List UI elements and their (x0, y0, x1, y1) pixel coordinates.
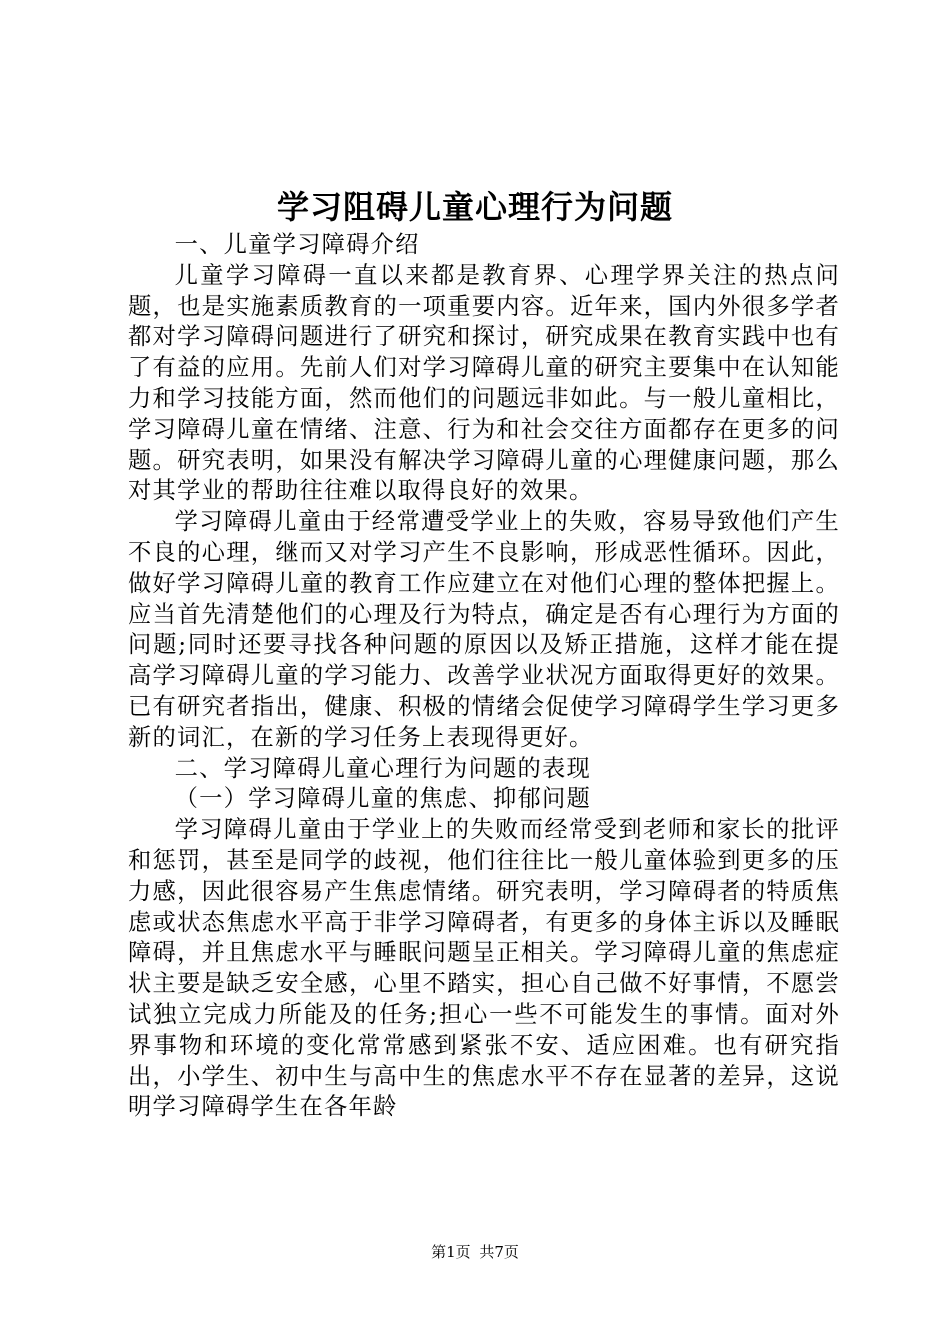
document-title: 学习阻碍儿童心理行为问题 (276, 188, 673, 226)
paragraph-2: 学习障碍儿童由于经常遭受学业上的失败，容易导致他们产生不良的心理，继而又对学习产生不良影响，形成恶性循环。因此，做好学习障碍儿童的教育工作应建立在对他们心理的整体把握上。应当首先清楚他们的心理及行为特点，确定是否有心理行为方面的问题;同时还要寻找各种问题的原因以及矫正措施，这样才能在提高学习障碍儿童的学习能力、改善学业状况方面取得更好的效果。已有研究者指出，健康、积极的情绪会促使学习障碍学生学习更多新的词汇，在新的学习任务上表现得更好。 (128, 508, 840, 751)
section-heading-2: 二、学习障碍儿童心理行为问题的表现 (174, 754, 592, 782)
paragraph-3: 学习障碍儿童由于学业上的失败而经常受到老师和家长的批评和惩罚，甚至是同学的歧视，他们往往比一般儿童体验到更多的压力感，因此很容易产生焦虑情绪。研究表明，学习障碍者的特质焦虑或状态焦虑水平高于非学习障碍者，有更多的身体主诉以及睡眠障碍，并且焦虑水平与睡眠问题呈正相关。学习障碍儿童的焦虑症状主要是缺乏安全感，心里不踏实，担心自己做不好事情，不愿尝试独立完成力所能及的任务;担心一些不可能发生的事情。面对外界事物和环境的变化常常感到紧张不安、适应困难。也有研究指出，小学生、初中生与高中生的焦虑水平不存在显著的差异，这说明学习障碍学生在各年龄 (128, 816, 840, 1121)
document-body (128, 230, 840, 1123)
section-heading-1: 一、儿童学习障碍介绍 (174, 231, 420, 258)
page-number: 第1页 (431, 1243, 471, 1261)
paragraph-1: 儿童学习障碍一直以来都是教育界、心理学界关注的热点问题，也是实施素质教育的一项重要内容。近年来，国内外很多学者都对学习障碍问题进行了研究和探讨，研究成果在教育实践中也有了有益的应用。先前人们对学习障碍儿童的研究主要集中在认知能力和学习技能方面，然而他们的问题远非如此。与一般儿童相比，学习障碍儿童在情绪、注意、行为和社会交往方面都存在更多的问题。研究表明，如果没有解决学习障碍儿童的心理健康问题，那么对其学业的帮助往往难以取得良好的效果。 (128, 261, 840, 505)
subsection-heading-1: （一）学习障碍儿童的焦虑、抑郁问题 (174, 785, 592, 813)
page-total: 共7页 (479, 1243, 519, 1261)
page-footer (0, 1241, 950, 1263)
